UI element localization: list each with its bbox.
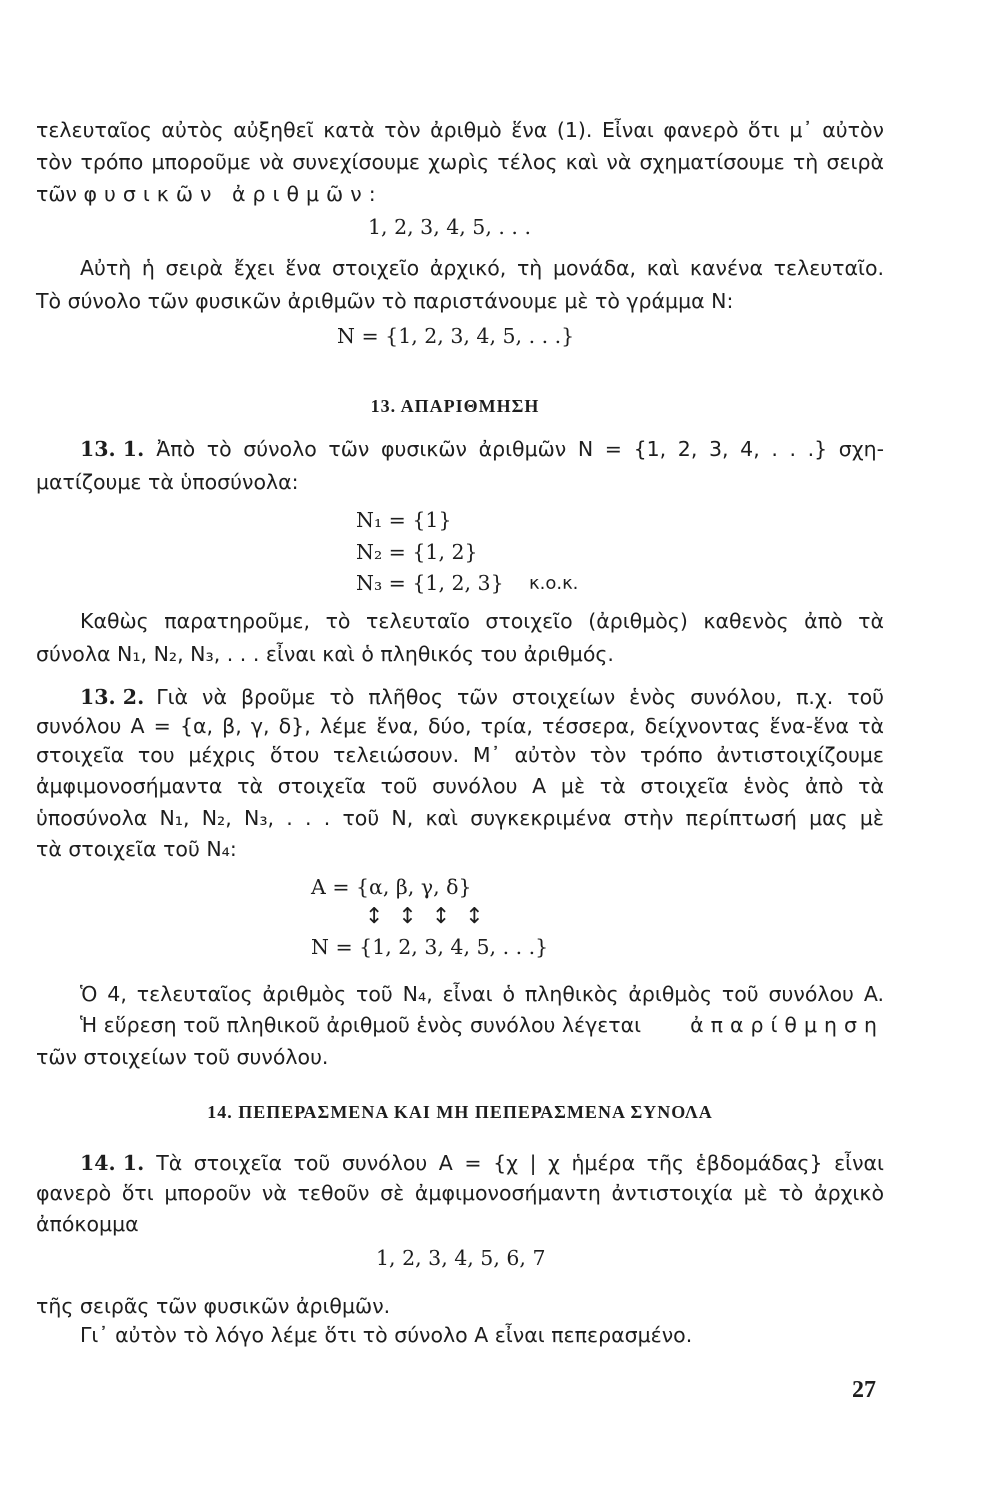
- paragraph-line: ματίζουμε τὰ ὑποσύνολα:: [36, 470, 299, 494]
- subset-formula: N₃ = {1, 2, 3}: [356, 571, 504, 595]
- subset-formula: N₂ = {1, 2}: [356, 540, 478, 564]
- paragraph-line: Τὸ σύνολο τῶν φυσικῶν ἀριθμῶν τὸ παριστάνουμε μὲ τὸ γράμμα N:: [36, 289, 734, 313]
- paragraph-line: [80, 1012, 884, 1038]
- paragraph-line: Γι᾽ αὐτὸν τὸ λόγο λέμε ὅτι τὸ σύνολο A εἶναι πεπερασμένο.: [80, 1323, 693, 1347]
- section-heading: 13. ΑΠΑΡΙΘΜΗΣΗ: [370, 396, 540, 416]
- sequence-formula: 1, 2, 3, 4, 5, . . .: [368, 215, 531, 239]
- paragraph-line: φανερὸ ὅτι μποροῦν νὰ τεθοῦν σὲ ἀμφιμονοσήμαντη ἀντιστοιχία μὲ τὸ ἀρχικὸ: [36, 1181, 884, 1205]
- section-number: 13. 1.: [80, 437, 145, 461]
- text-run: Ἀπὸ τὸ σύνολο τῶν φυσικῶν ἀριθμῶν N = {1, 2, 3, 4, . . .} σχη-: [156, 437, 884, 461]
- paragraph-line: ἀμφιμονοσήμαντα τὰ στοιχεῖα τοῦ συνόλου A μὲ τὰ στοιχεῖα ἑνὸς ἀπὸ τὰ: [36, 774, 884, 798]
- text-run: Γιὰ νὰ βροῦμε τὸ πλῆθος τῶν στοιχείων ἑνὸς συνόλου, π.χ. τοῦ: [156, 685, 884, 709]
- spaced-term: ἀπαρίθμηση: [690, 1013, 884, 1037]
- paragraph-line: Ὁ 4, τελευταῖος ἀριθμὸς τοῦ N₄, εἶναι ὁ πληθικὸς ἀριθμὸς τοῦ συνόλου A.: [80, 982, 884, 1006]
- paragraph-line: τὰ στοιχεῖα τοῦ N₄:: [36, 837, 237, 861]
- spaced-term: φυσικῶν ἀριθμῶν: [83, 182, 369, 206]
- paragraph-line: ὑποσύνολα N₁, N₂, N₃, . . . τοῦ N, καὶ συγκεκριμένα στὴν περίπτωσή μας μὲ: [36, 806, 884, 830]
- paragraph-line: Αὐτὴ ἡ σειρὰ ἔχει ἕνα στοιχεῖο ἀρχικό, τὴ μονάδα, καὶ κανένα τελευταῖο.: [80, 256, 884, 280]
- paragraph-line: τελευταῖος αὐτὸς αὐξηθεῖ κατὰ τὸν ἀριθμὸ ἕνα (1). Εἶναι φανερὸ ὅτι μ᾽ αὐτὸν: [36, 118, 884, 142]
- paragraph-line: [80, 436, 884, 462]
- paragraph-line: ἀπόκομμα: [36, 1212, 139, 1236]
- text-run: :: [368, 182, 376, 206]
- paragraph-line: τῆς σειρᾶς τῶν φυσικῶν ἀριθμῶν.: [36, 1294, 391, 1318]
- paragraph-line: στοιχεῖα του μέχρις ὅτου τελειώσουν. Μ᾽ αὐτὸν τὸν τρόπο ἀντιστοιχίζουμε: [36, 743, 884, 767]
- paragraph-line: [80, 684, 884, 710]
- abbreviation: κ.ο.κ.: [529, 573, 579, 594]
- sequence-formula: 1, 2, 3, 4, 5, 6, 7: [376, 1246, 546, 1270]
- paragraph-line: τὸν τρόπο μποροῦμε νὰ συνεχίσουμε χωρὶς τέλος καὶ νὰ σχηματίσουμε τὴ σειρὰ: [36, 150, 884, 174]
- section-heading: 14. ΠΕΠΕΡΑΣΜΕΝΑ ΚΑΙ ΜΗ ΠΕΠΕΡΑΣΜΕΝΑ ΣΥΝΟΛΑ: [207, 1102, 713, 1122]
- paragraph-line: [36, 181, 376, 207]
- paragraph-line: τῶν στοιχείων τοῦ συνόλου.: [36, 1045, 329, 1069]
- text-run: Τὰ στοιχεῖα τοῦ συνόλου A = {χ | χ ἡμέρα τῆς ἑβδομάδας} εἶναι: [156, 1151, 884, 1175]
- subset-formula: N₁ = {1}: [356, 508, 452, 532]
- paragraph-line: συνόλου A = {α, β, γ, δ}, λέμε ἕνα, δύο, τρία, τέσσερα, δείχνοντας ἕνα-ἕνα τὰ: [36, 714, 884, 738]
- paragraph-line: σύνολα N₁, N₂, N₃, . . . εἶναι καὶ ὁ πληθικός του ἀριθμός.: [36, 642, 614, 666]
- paragraph-line: Καθὼς παρατηροῦμε, τὸ τελευταῖο στοιχεῖο (ἀριθμὸς) καθενὸς ἀπὸ τὰ: [80, 609, 884, 633]
- text-run: Ἡ εὕρεση τοῦ πληθικοῦ ἀριθμοῦ ἑνὸς συνόλου λέγεται: [80, 1013, 642, 1037]
- paragraph-line: [80, 1150, 884, 1176]
- section-number: 14. 1.: [80, 1151, 145, 1175]
- set-formula: N = {1, 2, 3, 4, 5, . . .}: [311, 935, 549, 959]
- correspondence-arrows: ↕ ↕ ↕ ↕: [365, 904, 488, 929]
- set-formula: A = {α, β, γ, δ}: [311, 875, 472, 899]
- text-run: τῶν: [36, 182, 84, 206]
- set-formula: N = {1, 2, 3, 4, 5, . . .}: [337, 324, 575, 348]
- page-number: 27: [852, 1377, 876, 1403]
- section-number: 13. 2.: [80, 685, 145, 709]
